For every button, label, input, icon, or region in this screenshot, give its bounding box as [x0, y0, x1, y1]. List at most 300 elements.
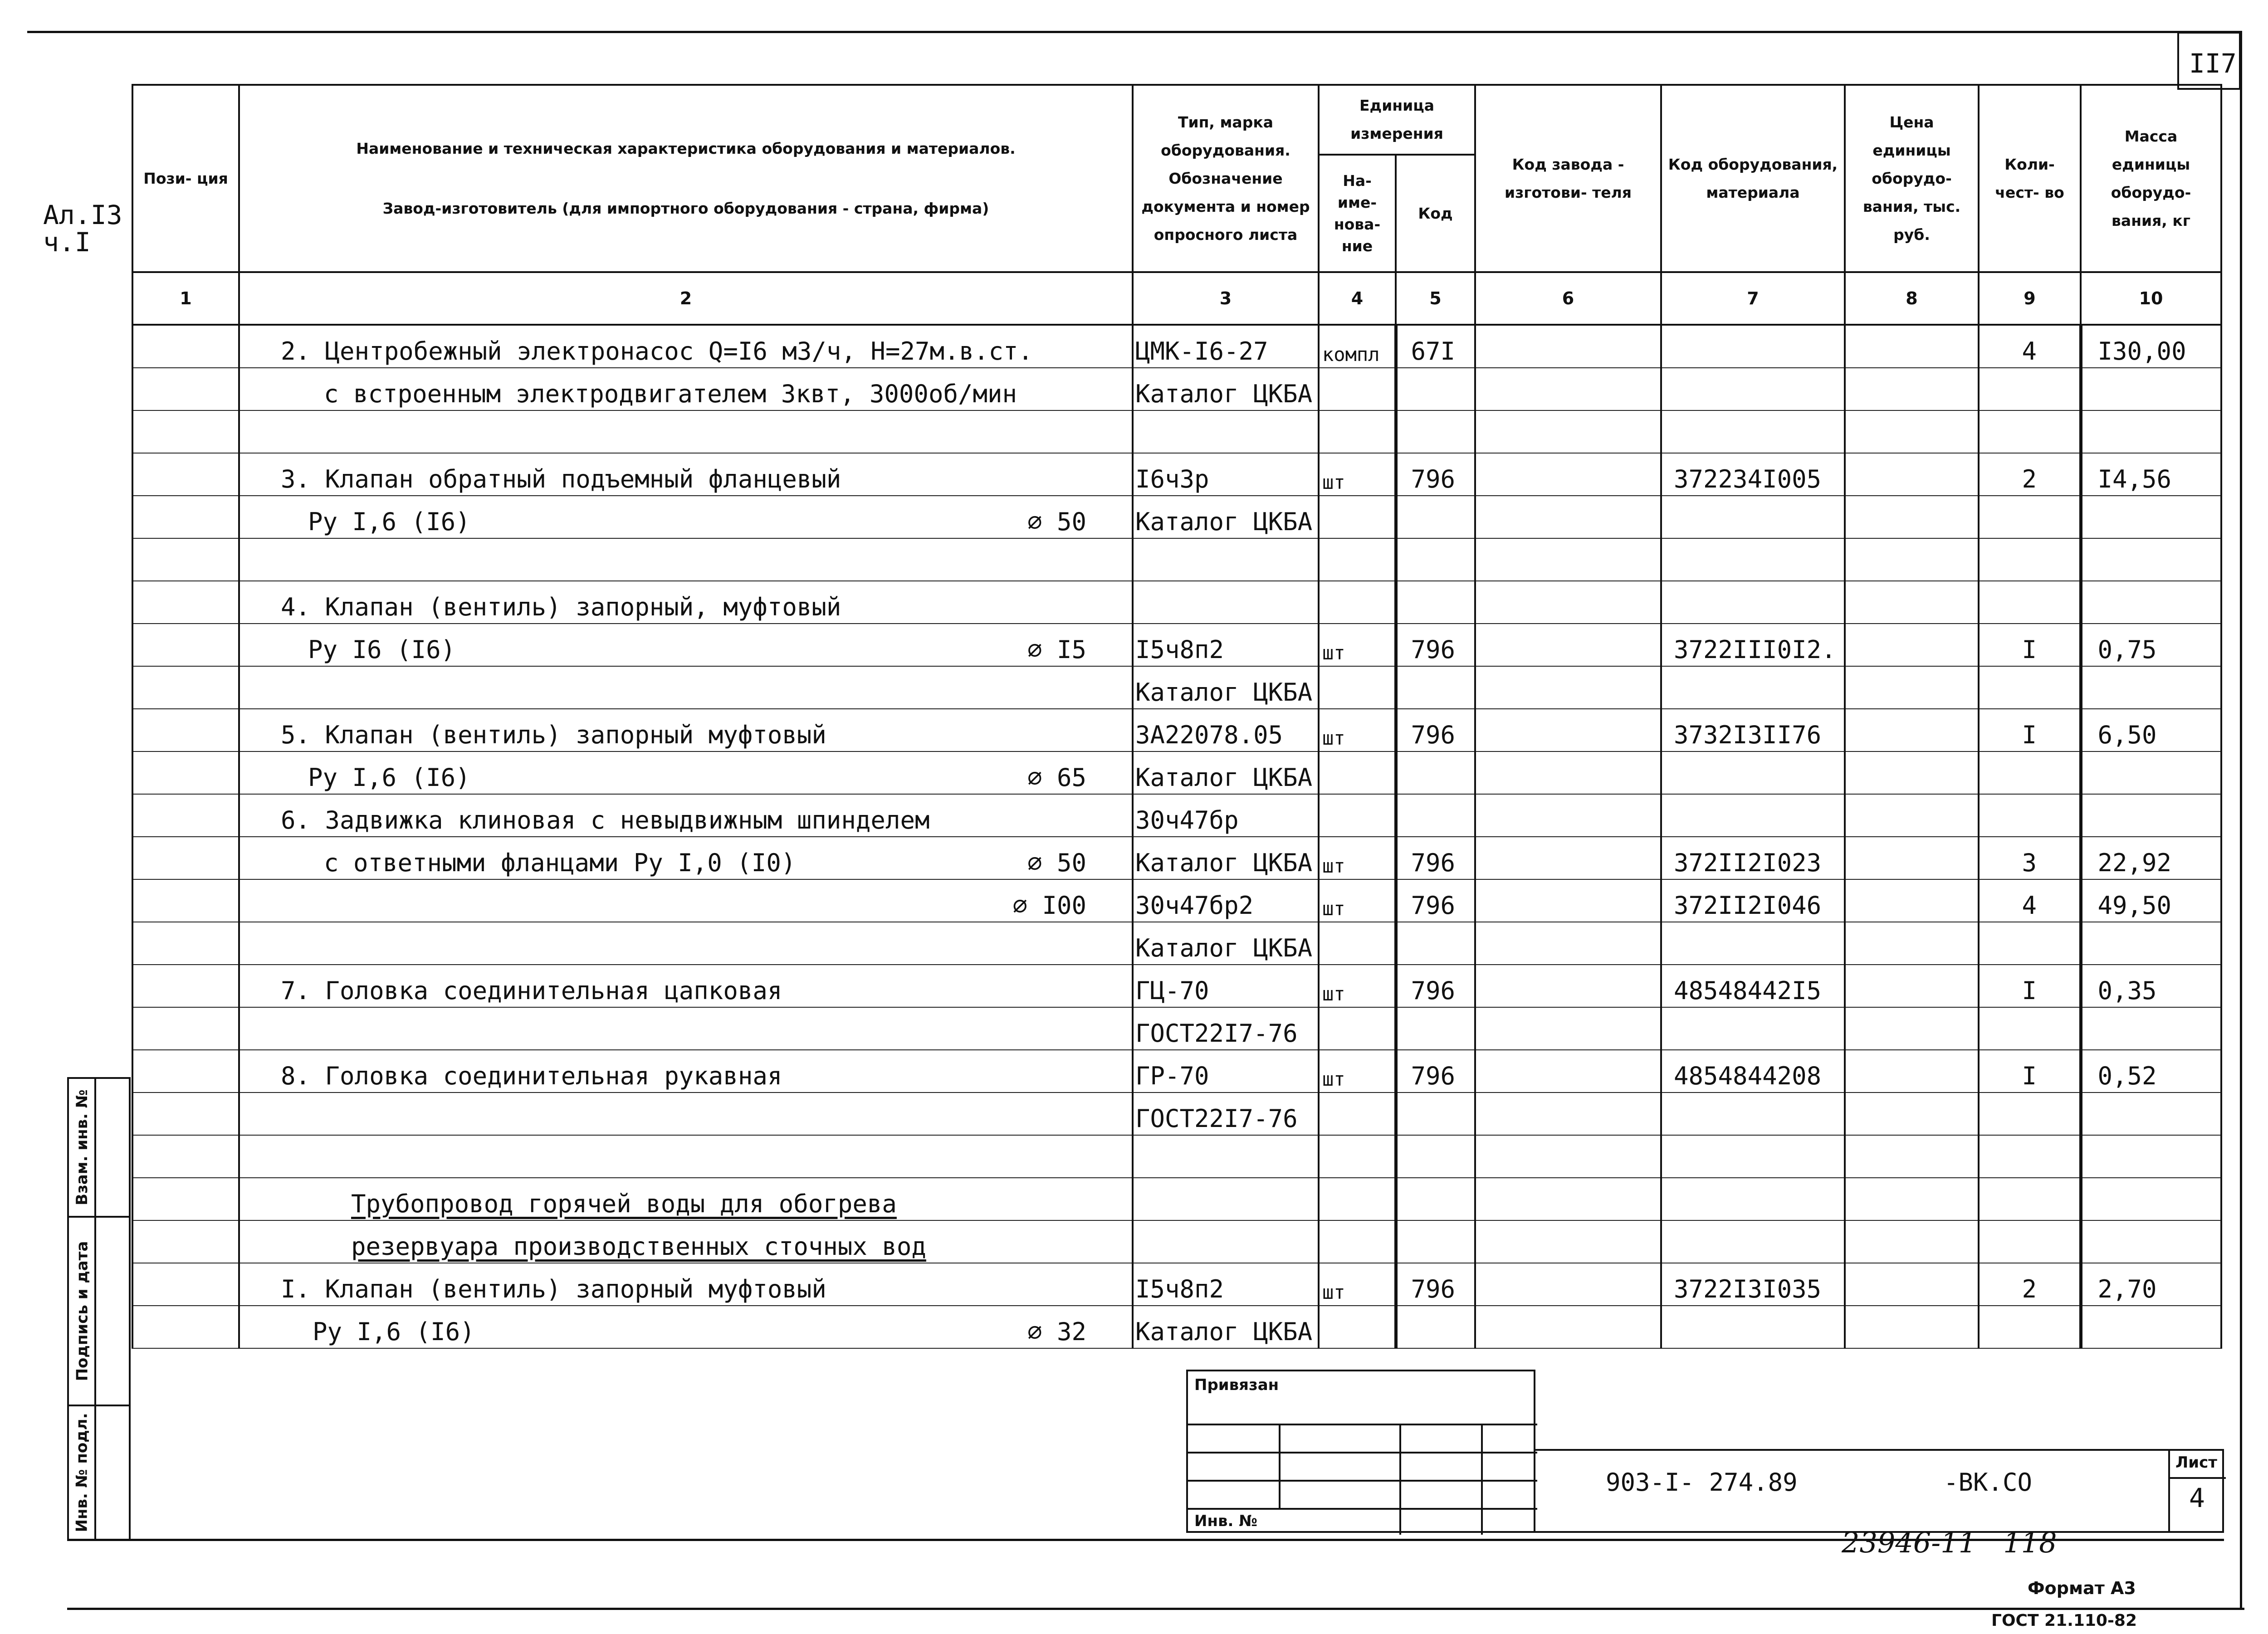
bound-line-2	[1188, 1452, 1537, 1454]
designation-box	[1534, 1449, 2224, 1533]
cell-qty	[1979, 1220, 2081, 1263]
cell-mass: 0,75	[2081, 624, 2221, 666]
item-name: Ру I,6 (I6)	[308, 507, 470, 536]
cell-unit-code	[1396, 1178, 1475, 1220]
cell-unit-code: 796	[1396, 965, 1475, 1007]
cell-type: 30ч47бр2	[1133, 879, 1319, 922]
col-number: 1	[132, 272, 239, 325]
cell-plant-code	[1475, 624, 1661, 666]
cell-plant-code	[1475, 1007, 1661, 1050]
item-name: 8. Головка соединительная рукавная	[281, 1062, 782, 1090]
cell-position	[132, 922, 239, 965]
sheet-number: 4	[2189, 1483, 2205, 1513]
cell-unit-name	[1319, 581, 1396, 624]
cell-position	[132, 496, 239, 538]
cell-unit-code: 796	[1396, 709, 1475, 751]
header-name-line2: Завод-изготовитель (для импортного оборудования - страна, фирма)	[382, 199, 989, 217]
cell-unit-code	[1396, 666, 1475, 709]
cell-equip-code	[1661, 794, 1845, 837]
cell-price	[1845, 1178, 1979, 1220]
table-row	[132, 1178, 2221, 1220]
cell-type: I5ч8п2	[1133, 624, 1319, 666]
cell-price	[1845, 1220, 1979, 1263]
header-name	[239, 85, 1133, 272]
cell-unit-code	[1396, 538, 1475, 581]
cell-qty	[1979, 581, 2081, 624]
cell-name	[239, 1306, 1133, 1348]
header-price: Цена единицы оборудо- вания, тыс. руб.	[1845, 85, 1979, 272]
cell-unit-code: 796	[1396, 624, 1475, 666]
cell-type: Каталог ЦКБА	[1133, 496, 1319, 538]
bound-label: Привязан	[1194, 1376, 1279, 1394]
cell-unit-name	[1319, 666, 1396, 709]
cell-equip-code	[1661, 751, 1845, 794]
cell-position	[132, 1007, 239, 1050]
archive-number: 23946-11 118	[1842, 1526, 2057, 1559]
cell-plant-code	[1475, 1135, 1661, 1178]
cell-unit-code: 67I	[1396, 325, 1475, 368]
cell-price	[1845, 581, 1979, 624]
cell-equip-code: 372234I005	[1661, 453, 1845, 496]
cell-unit-name: шт	[1319, 965, 1396, 1007]
cell-plant-code	[1475, 538, 1661, 581]
item-name: с встроенным электродвигателем 3квт, 3000об/мин	[324, 380, 1017, 408]
cell-qty	[1979, 538, 2081, 581]
item-diameter: ⌀ 32	[1027, 1317, 1086, 1346]
cell-unit-code	[1396, 1306, 1475, 1348]
cell-name	[239, 1007, 1133, 1050]
cell-mass	[2081, 496, 2221, 538]
bound-line-4	[1188, 1508, 1537, 1510]
table-row	[132, 1050, 2221, 1093]
item-name: 2. Центробежный электронасос Q=I6 м3/ч, Н=27м.в.ст.	[281, 337, 1033, 366]
cell-price	[1845, 1093, 1979, 1135]
header-type: Тип, марка оборудования. Обозначение документа и номер опросного листа	[1133, 85, 1319, 272]
col-number: 9	[1979, 272, 2081, 325]
cell-qty: 2	[1979, 1263, 2081, 1306]
cell-name	[239, 496, 1133, 538]
cell-unit-code	[1396, 922, 1475, 965]
cell-type: Каталог ЦКБА	[1133, 922, 1319, 965]
cell-type	[1133, 410, 1319, 453]
cell-plant-code	[1475, 794, 1661, 837]
cell-plant-code	[1475, 581, 1661, 624]
cell-name	[239, 1093, 1133, 1135]
col-number: 5	[1396, 272, 1475, 325]
cell-type: Каталог ЦКБА	[1133, 837, 1319, 879]
cell-equip-code: 3732I3II76	[1661, 709, 1845, 751]
section-code: -ВК.СО	[1944, 1468, 2033, 1497]
cell-type: 30ч47бр	[1133, 794, 1319, 837]
table-row	[132, 453, 2221, 496]
table-row	[132, 624, 2221, 666]
cell-price	[1845, 1263, 1979, 1306]
table-row	[132, 666, 2221, 709]
cell-position	[132, 794, 239, 837]
item-name: 7. Головка соединительная цапковая	[281, 976, 782, 1005]
cell-position	[132, 1220, 239, 1263]
cell-unit-name: шт	[1319, 1263, 1396, 1306]
cell-price	[1845, 879, 1979, 922]
cell-position	[132, 1093, 239, 1135]
cell-name	[239, 879, 1133, 922]
cell-position	[132, 1178, 239, 1220]
cell-position	[132, 1263, 239, 1306]
cell-plant-code	[1475, 1093, 1661, 1135]
cell-mass: 22,92	[2081, 837, 2221, 879]
cell-name	[239, 325, 1133, 368]
cell-unit-code	[1396, 581, 1475, 624]
table-row	[132, 496, 2221, 538]
cell-mass	[2081, 922, 2221, 965]
col-number: 7	[1661, 272, 1845, 325]
cell-unit-code: 796	[1396, 1050, 1475, 1093]
header-row-1	[132, 85, 2221, 155]
item-name: 6. Задвижка клиновая с невыдвижным шпинделем	[281, 806, 930, 834]
item-diameter: ⌀ 50	[1027, 507, 1086, 536]
side-stamp-divider	[94, 1077, 96, 1541]
cell-position	[132, 453, 239, 496]
bound-line-1	[1188, 1424, 1537, 1425]
cell-name	[239, 581, 1133, 624]
cell-name	[239, 666, 1133, 709]
cell-name	[239, 751, 1133, 794]
bound-vline-2	[1399, 1424, 1401, 1535]
cell-unit-name	[1319, 1220, 1396, 1263]
side-stamp-swap: Взам. инв. №	[73, 1089, 91, 1205]
col-number: 10	[2081, 272, 2221, 325]
format-label: Формат А3	[2028, 1578, 2136, 1598]
cell-unit-code: 796	[1396, 837, 1475, 879]
part-label: ч.I	[43, 227, 91, 258]
cell-equip-code: 4854844208	[1661, 1050, 1845, 1093]
cell-plant-code	[1475, 1050, 1661, 1093]
cell-unit-code	[1396, 368, 1475, 410]
cell-plant-code	[1475, 751, 1661, 794]
bound-line-3	[1188, 1480, 1537, 1482]
cell-unit-name	[1319, 410, 1396, 453]
cell-equip-code: 3722III0I2.	[1661, 624, 1845, 666]
header-unit: Единица измерения	[1319, 85, 1475, 155]
col-number: 8	[1845, 272, 1979, 325]
cell-name	[239, 965, 1133, 1007]
cell-type: ГР-70	[1133, 1050, 1319, 1093]
cell-equip-code	[1661, 666, 1845, 709]
cell-price	[1845, 325, 1979, 368]
cell-qty	[1979, 794, 2081, 837]
cell-plant-code	[1475, 368, 1661, 410]
cell-plant-code	[1475, 879, 1661, 922]
cell-position	[132, 879, 239, 922]
cell-name	[239, 1263, 1133, 1306]
item-name: 5. Клапан (вентиль) запорный муфтовый	[281, 721, 826, 749]
cell-type: Каталог ЦКБА	[1133, 1306, 1319, 1348]
cell-qty	[1979, 922, 2081, 965]
cell-qty	[1979, 410, 2081, 453]
table-row	[132, 1220, 2221, 1263]
table-row	[132, 751, 2221, 794]
cell-position	[132, 751, 239, 794]
item-name: резервуара производственных сточных вод	[351, 1232, 926, 1261]
cell-mass: 2,70	[2081, 1263, 2221, 1306]
cell-unit-name	[1319, 1093, 1396, 1135]
gost-label: ГОСТ 21.110-82	[1991, 1611, 2137, 1630]
cell-equip-code	[1661, 538, 1845, 581]
cell-mass: 49,50	[2081, 879, 2221, 922]
cell-position	[132, 666, 239, 709]
cell-plant-code	[1475, 666, 1661, 709]
header-plant-code: Код завода - изготови- теля	[1475, 85, 1661, 272]
cell-unit-code	[1396, 1135, 1475, 1178]
item-diameter: ⌀ 65	[1027, 763, 1086, 792]
cell-unit-name	[1319, 1306, 1396, 1348]
cell-mass	[2081, 794, 2221, 837]
col-number: 4	[1319, 272, 1396, 325]
header-qty: Коли- чест- во	[1979, 85, 2081, 272]
col-number: 2	[239, 272, 1133, 325]
table-row	[132, 1263, 2221, 1306]
cell-qty	[1979, 1178, 2081, 1220]
cell-mass: I30,00	[2081, 325, 2221, 368]
cell-mass	[2081, 538, 2221, 581]
cell-name	[239, 709, 1133, 751]
item-name: Трубопровод горячей воды для обогрева	[351, 1190, 897, 1218]
cell-position	[132, 410, 239, 453]
cell-qty: I	[1979, 965, 2081, 1007]
cell-plant-code	[1475, 1178, 1661, 1220]
cell-equip-code	[1661, 1135, 1845, 1178]
cell-equip-code	[1661, 410, 1845, 453]
side-stamp-inv: Инв. № подл.	[73, 1413, 91, 1532]
specification-body	[132, 325, 2221, 1348]
header-numbers-row	[132, 272, 2221, 325]
album-label: Ал.I3	[43, 200, 122, 230]
cell-plant-code	[1475, 325, 1661, 368]
cell-plant-code	[1475, 965, 1661, 1007]
sheet-label: Лист	[2175, 1454, 2217, 1472]
item-name: I. Клапан (вентиль) запорный муфтовый	[281, 1275, 826, 1303]
cell-position	[132, 538, 239, 581]
side-stamp-sign: Подпись и дата	[73, 1241, 92, 1381]
cell-equip-code	[1661, 1093, 1845, 1135]
cell-type: ЦМК-I6-27	[1133, 325, 1319, 368]
header-name-line1: Наименование и техническая характеристика оборудования и материалов.	[356, 139, 1016, 157]
cell-type: ГОСТ22I7-76	[1133, 1093, 1319, 1135]
cell-qty	[1979, 666, 2081, 709]
table-row	[132, 837, 2221, 879]
cell-mass	[2081, 1178, 2221, 1220]
cell-mass: I4,56	[2081, 453, 2221, 496]
cell-price	[1845, 922, 1979, 965]
table-row	[132, 581, 2221, 624]
cell-position	[132, 581, 239, 624]
cell-equip-code: 372II2I023	[1661, 837, 1845, 879]
cell-type	[1133, 581, 1319, 624]
cell-position	[132, 837, 239, 879]
cell-mass	[2081, 1093, 2221, 1135]
cell-mass	[2081, 1007, 2221, 1050]
cell-position	[132, 1306, 239, 1348]
cell-mass	[2081, 410, 2221, 453]
col-number: 3	[1133, 272, 1319, 325]
cell-price	[1845, 410, 1979, 453]
cell-mass: 0,52	[2081, 1050, 2221, 1093]
cell-unit-name	[1319, 538, 1396, 581]
item-name: 3. Клапан обратный подъемный фланцевый	[281, 465, 841, 493]
cell-name	[239, 538, 1133, 581]
cell-price	[1845, 1135, 1979, 1178]
cell-price	[1845, 368, 1979, 410]
table-row	[132, 922, 2221, 965]
cell-mass	[2081, 1306, 2221, 1348]
cell-price	[1845, 1007, 1979, 1050]
cell-equip-code	[1661, 496, 1845, 538]
cell-plant-code	[1475, 453, 1661, 496]
cell-plant-code	[1475, 496, 1661, 538]
cell-position	[132, 325, 239, 368]
cell-qty: I	[1979, 709, 2081, 751]
cell-qty	[1979, 1093, 2081, 1135]
cell-unit-name	[1319, 751, 1396, 794]
cell-price	[1845, 751, 1979, 794]
cell-plant-code	[1475, 709, 1661, 751]
table-row	[132, 538, 2221, 581]
cell-position	[132, 1135, 239, 1178]
header-position: Пози- ция	[132, 85, 239, 272]
cell-unit-code: 796	[1396, 453, 1475, 496]
cell-name	[239, 1178, 1133, 1220]
cell-equip-code	[1661, 368, 1845, 410]
cell-unit-name: шт	[1319, 837, 1396, 879]
cell-unit-name: шт	[1319, 1050, 1396, 1093]
cell-type	[1133, 1220, 1319, 1263]
cell-type: ГЦ-70	[1133, 965, 1319, 1007]
table-row	[132, 879, 2221, 922]
sheet-box	[2168, 1449, 2224, 1533]
cell-price	[1845, 453, 1979, 496]
cell-price	[1845, 709, 1979, 751]
cell-plant-code	[1475, 1220, 1661, 1263]
cell-unit-name	[1319, 1178, 1396, 1220]
cell-unit-name	[1319, 1007, 1396, 1050]
cell-equip-code: 48548442I5	[1661, 965, 1845, 1007]
cell-equip-code	[1661, 1306, 1845, 1348]
cell-price	[1845, 624, 1979, 666]
cell-price	[1845, 837, 1979, 879]
cell-qty	[1979, 1007, 2081, 1050]
cell-name	[239, 794, 1133, 837]
cell-name	[239, 453, 1133, 496]
specification-table	[132, 84, 2222, 1349]
cell-mass: 0,35	[2081, 965, 2221, 1007]
item-diameter: ⌀ 50	[1027, 849, 1086, 877]
inv-no-label: Инв. №	[1194, 1512, 1258, 1530]
cell-name	[239, 1050, 1133, 1093]
cell-equip-code	[1661, 325, 1845, 368]
cell-name	[239, 368, 1133, 410]
header-mass: Масса единицы оборудо- вания, кг	[2081, 85, 2221, 272]
cell-type	[1133, 1135, 1319, 1178]
cell-type	[1133, 1178, 1319, 1220]
cell-plant-code	[1475, 837, 1661, 879]
cell-plant-code	[1475, 922, 1661, 965]
cell-unit-code: 796	[1396, 1263, 1475, 1306]
bound-vline-1	[1279, 1424, 1281, 1510]
item-diameter: ⌀ I00	[1012, 891, 1086, 920]
cell-mass	[2081, 751, 2221, 794]
cell-type: 3А22078.05	[1133, 709, 1319, 751]
bound-stamp	[1186, 1370, 1535, 1533]
cell-qty: I	[1979, 624, 2081, 666]
sheet-divider	[2170, 1477, 2226, 1479]
cell-mass: 6,50	[2081, 709, 2221, 751]
header-unit-name: На- име- нова- ние	[1319, 155, 1396, 272]
cell-qty: I	[1979, 1050, 2081, 1093]
table-row	[132, 1135, 2221, 1178]
cell-plant-code	[1475, 1263, 1661, 1306]
table-row	[132, 325, 2221, 368]
cell-qty: 4	[1979, 325, 2081, 368]
cell-name	[239, 410, 1133, 453]
cell-qty: 4	[1979, 879, 2081, 922]
cell-qty	[1979, 1306, 2081, 1348]
item-name: 4. Клапан (вентиль) запорный, муфтовый	[281, 593, 841, 621]
page-number-box	[2177, 32, 2241, 90]
page-number: II7	[2189, 48, 2237, 79]
table-row	[132, 1306, 2221, 1348]
cell-mass	[2081, 1135, 2221, 1178]
cell-equip-code	[1661, 922, 1845, 965]
designation: 903-I- 274.89	[1606, 1468, 1798, 1497]
cell-type	[1133, 538, 1319, 581]
cell-unit-code	[1396, 496, 1475, 538]
cell-qty	[1979, 1135, 2081, 1178]
cell-name	[239, 837, 1133, 879]
cell-position	[132, 965, 239, 1007]
cell-name	[239, 1135, 1133, 1178]
header-unit-code: Код	[1396, 155, 1475, 272]
cell-unit-code	[1396, 1220, 1475, 1263]
cell-equip-code	[1661, 1220, 1845, 1263]
cell-plant-code	[1475, 1306, 1661, 1348]
cell-name	[239, 624, 1133, 666]
table-row	[132, 1093, 2221, 1135]
cell-qty	[1979, 496, 2081, 538]
cell-unit-name	[1319, 496, 1396, 538]
cell-unit-name	[1319, 794, 1396, 837]
cell-price	[1845, 965, 1979, 1007]
cell-plant-code	[1475, 410, 1661, 453]
item-name: Ру I6 (I6)	[308, 635, 456, 664]
cell-mass	[2081, 368, 2221, 410]
cell-price	[1845, 538, 1979, 581]
cell-type: ГОСТ22I7-76	[1133, 1007, 1319, 1050]
cell-unit-code	[1396, 410, 1475, 453]
cell-unit-code	[1396, 1093, 1475, 1135]
item-name: Ру I,6 (I6)	[308, 763, 470, 792]
cell-type: I6ч3р	[1133, 453, 1319, 496]
cell-equip-code	[1661, 1178, 1845, 1220]
cell-position	[132, 368, 239, 410]
cell-type: Каталог ЦКБА	[1133, 368, 1319, 410]
table-row	[132, 794, 2221, 837]
cell-qty	[1979, 751, 2081, 794]
col-number: 6	[1475, 272, 1661, 325]
cell-unit-name: шт	[1319, 453, 1396, 496]
table-row	[132, 1007, 2221, 1050]
header-equip-code: Код оборудования, материала	[1661, 85, 1845, 272]
bottom-rule	[67, 1608, 2244, 1610]
